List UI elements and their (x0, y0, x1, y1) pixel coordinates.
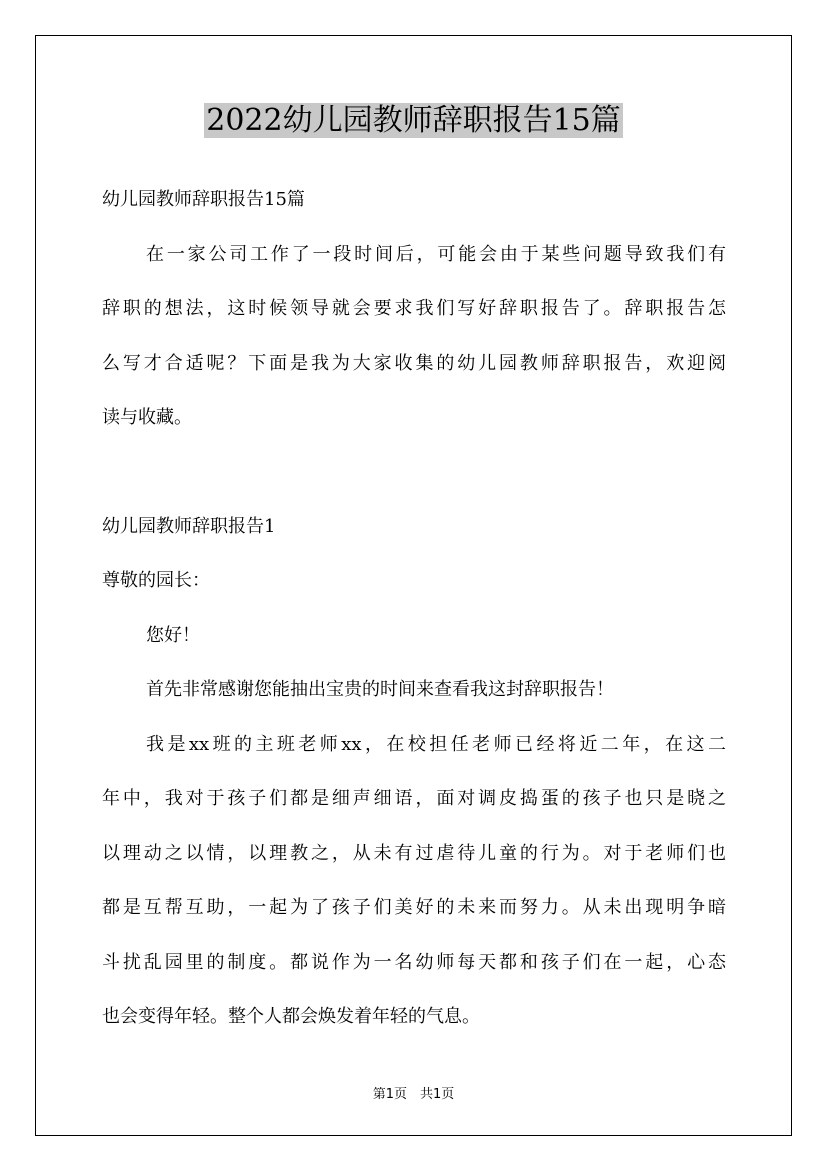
intro-line: 辞职的想法，这时候领导就会要求我们写好辞职报告了。辞职报告怎 (102, 298, 726, 319)
intro-line: 在一家公司工作了一段时间后，可能会由于某些问题导致我们有 (146, 243, 726, 265)
body-line: 也会变得年轻。整个人都会焕发着年轻的气息。 (102, 1006, 480, 1027)
document-title-text: 2022幼儿园教师辞职报告15篇 (206, 103, 621, 138)
body-line: 都是互帮互助，一起为了孩子们美好的未来而努力。从未出现明争暗 (102, 897, 726, 918)
opening-sentence: 首先非常感谢您能抽出宝贵的时间来查看我这封辞职报告！ (146, 679, 614, 700)
page-footer (0, 1083, 827, 1102)
paragraph-gap (102, 446, 726, 500)
document-subtitle: 幼儿园教师辞职报告15篇 (102, 189, 305, 210)
page-number-label: 第1页 共1页 (372, 1087, 455, 1102)
body-line: 年中，我对于孩子们都是细声细语，面对调皮捣蛋的孩子也只是晓之 (102, 788, 726, 809)
intro-line: 读与收藏。 (102, 407, 192, 428)
salutation: 尊敬的园长： (102, 570, 210, 591)
greeting: 您好！ (146, 624, 200, 646)
body-line: 我是xx班的主班老师xx，在校担任老师已经将近二年，在这二 (146, 733, 726, 755)
section-title: 幼儿园教师辞职报告1 (102, 515, 276, 537)
body-line: 斗扰乱园里的制度。都说作为一名幼师每天都和孩子们在一起，心态 (102, 951, 726, 973)
body-line: 以理动之以情，以理教之，从未有过虐待儿童的行为。对于老师们也 (102, 842, 726, 864)
document-title (0, 100, 827, 142)
intro-line: 么写才合适呢？下面是我为大家收集的幼儿园教师辞职报告，欢迎阅 (102, 352, 726, 374)
document-body (102, 173, 726, 1045)
